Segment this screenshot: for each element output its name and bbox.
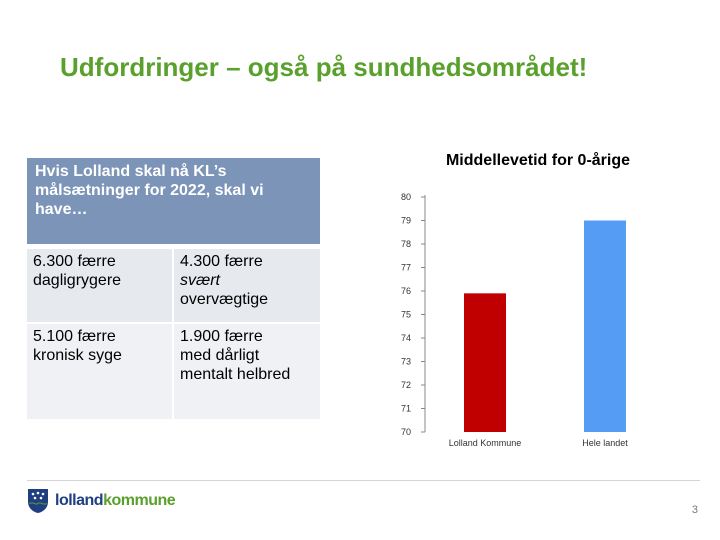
cell-text: 6.300 færre	[33, 253, 116, 270]
page-number: 3	[691, 504, 698, 516]
table-row	[27, 249, 320, 322]
life-expectancy-chart	[380, 180, 680, 455]
bar	[584, 221, 626, 433]
x-tick-label: Hele landet	[582, 438, 628, 448]
y-tick-label: 75	[400, 309, 411, 320]
y-tick-label: 74	[400, 333, 411, 343]
footer-divider	[27, 480, 700, 481]
cell-text: mentalt helbred	[180, 366, 291, 383]
bar	[464, 293, 506, 432]
table-cell	[27, 249, 172, 322]
y-tick-label: 79	[400, 215, 411, 226]
logo-text-part2: kommune	[103, 492, 176, 509]
cell-text: svært	[180, 272, 220, 289]
y-tick-label: 73	[400, 356, 411, 367]
y-tick-label: 71	[400, 403, 411, 414]
table-cell	[174, 249, 320, 322]
y-tick-label: 78	[400, 239, 411, 249]
cell-text: 5.100 færre	[33, 328, 116, 345]
cell-text: 1.900 færre	[180, 328, 263, 345]
cell-text: dagligrygere	[33, 272, 122, 289]
y-tick-label: 77	[400, 262, 411, 273]
slide-title: Udfordringer – også på sundhedsområdet!	[60, 52, 588, 82]
table-row	[27, 324, 320, 419]
logo-text-part1: lolland	[55, 492, 104, 509]
chart-title: Middellevetid for 0-årige	[445, 152, 631, 169]
logo-wordmark	[55, 492, 175, 510]
cell-text: 4.300 færre	[180, 253, 263, 270]
y-tick-label: 80	[400, 192, 411, 202]
y-tick-label: 76	[400, 286, 411, 296]
x-tick-label: Lolland Kommune	[448, 438, 522, 448]
coat-of-arms-icon	[27, 488, 49, 514]
y-tick-label: 70	[400, 427, 411, 437]
y-tick-label: 72	[400, 380, 411, 390]
cell-text: overvægtige	[180, 291, 269, 308]
lolland-kommune-logo	[27, 488, 175, 514]
table-header: Hvis Lolland skal nå KL’s målsætninger for 2022, skal vi have…	[27, 158, 320, 244]
cell-text: med dårligt	[180, 347, 260, 364]
table-cell	[27, 324, 172, 419]
goals-table	[27, 158, 320, 419]
cell-text: kronisk syge	[33, 347, 122, 364]
table-cell	[174, 324, 320, 419]
